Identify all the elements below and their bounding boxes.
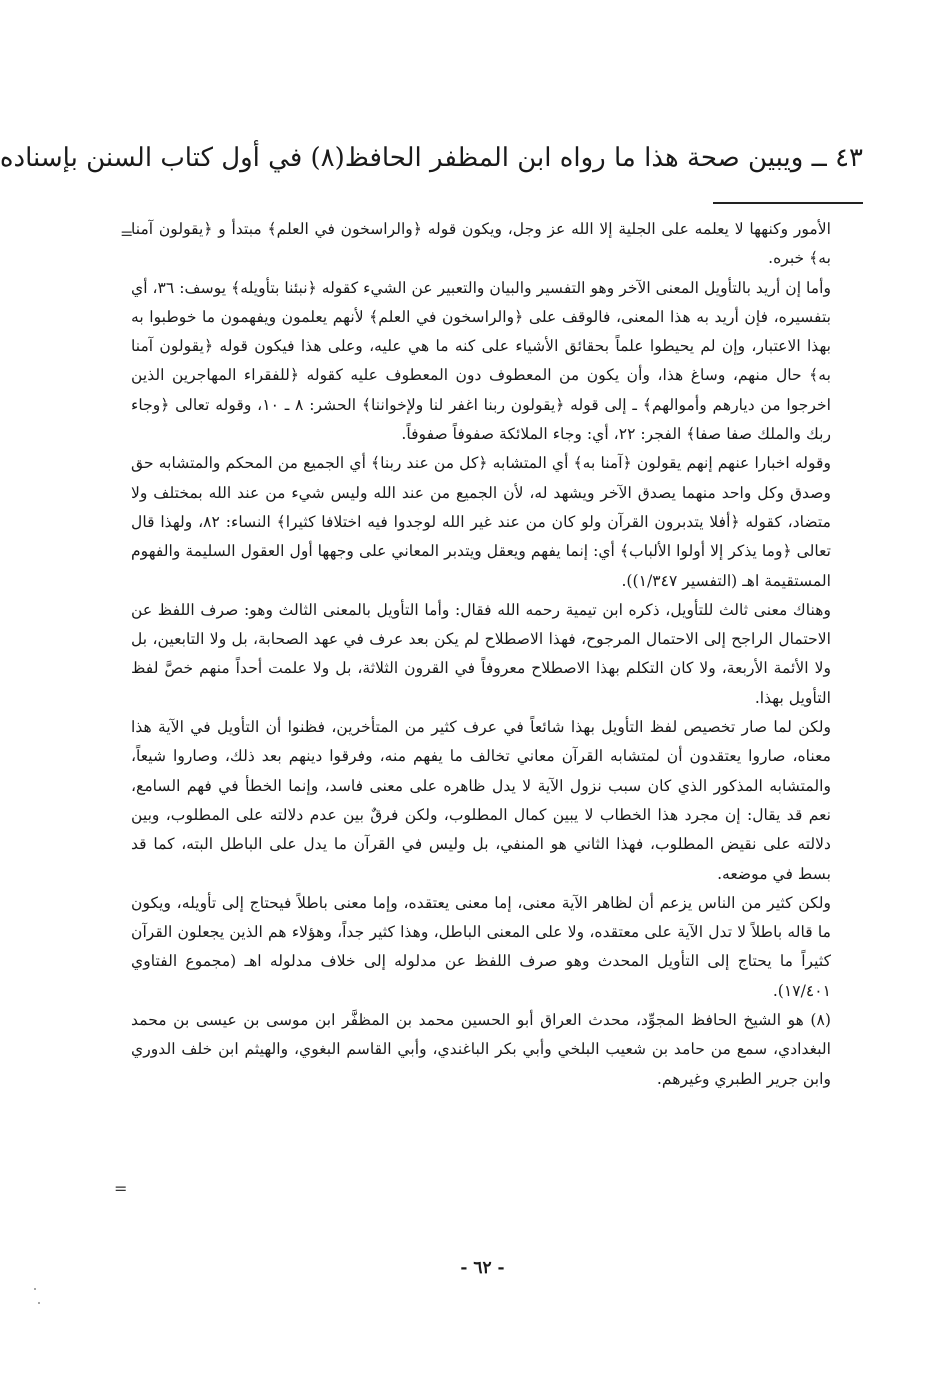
page-number: - ٦٢ - xyxy=(460,1258,505,1278)
footnotes-block xyxy=(131,215,831,1094)
footnote-8 xyxy=(131,1006,831,1094)
note-paragraph-1: الأمور وكنهها لا يعلمه على الجلية إلا الله عز وجل، ويكون قوله ﴿والراسخون في العلم﴾ مبتدأ و ﴿يقولون آمنا به﴾ خبره. xyxy=(131,220,831,268)
entry-heading: ٤٣ ــ ويبين صحة هذا ما رواه ابن المظفر الحافظ(٨) في أول كتاب السنن بإسناده xyxy=(0,143,863,173)
scan-speck xyxy=(38,1302,40,1304)
continuation-mark-top: = xyxy=(120,224,134,243)
note-paragraph-2: وأما إن أريد بالتأويل المعنى الآخر وهو التفسير والبيان والتعبير عن الشيء كقوله ﴿نبئنا بتأويله﴾ يوسف: ٣٦، أي بتفسيره، فإن أريد به هذا المعنى، فالوقف على ﴿والراسخون في العلم﴾ لأنهم يعلمون ويفهمون ما خوطبوا به بهذا الاعتبار، وإن لم يحيطوا علماً بحقائق الأشياء على كنه ما هي عليه، وعلى هذا فيكون قوله ﴿يقولون آمنا به﴾ حال منهم، وساغ هذا، وأن يكون من المعطوف دون المعطوف عليه كقوله ﴿للفقراء المهاجرين الذين اخرجوا من ديارهم وأموالهم﴾ ـ إلى قوله ﴿يقولون ربنا اغفر لنا ولإخواننا﴾ الحشر: ٨ ـ ١٠، وقوله تعالى ﴿وجاء ربك والملك صفا صفا﴾ الفجر: ٢٢، أي: وجاء الملائكة صفوفاً صفوفاً. xyxy=(131,278,832,444)
scan-speck xyxy=(34,1288,36,1290)
note-paragraph-6: ولكن كثير من الناس يزعم أن لظاهر الآية معنى، إما معنى يعتقده، وإما معنى باطلاً فيحتاج إلى تأويله، ويكون ما قاله باطلاً لا تدل الآية على معتقده، ولا على المعنى الباطل، وهذا كثير جداً، وهؤلاء هم الذين يجعلون القرآن كثيراً ما يحتاج إلى التأويل المحدث وهو صرف اللفظ عن مدلوله إلى خلاف مدلوله اهـ (مجموع الفتاوي ١٧/٤٠١). xyxy=(131,893,831,1000)
note-paragraph-5: ولكن لما صار تخصيص لفظ التأويل بهذا شائعاً في عرف كثير من المتأخرين، فظنوا أن التأويل في الآية هذا معناه، صاروا يعتقدون أن لمتشابه القرآن معاني تخالف ما يفهم منه، وفرقوا دينهم بعد ذلك، وصاروا شيعاً، والمتشابه المذكور الذي كان سبب نزول الآية لا يدل ظاهره على معنى فاسد، وإنما الخطأ في فهم السامع، نعم قد يقال: إن مجرد هذا الخطاب لا يبين كمال المطلوب، ولكن فرقٌ بين عدم دلالته على المطلوب، وبين دلالته على نقيض المطلوب، فهذا الثاني هو المنفي، بل وليس في القرآن ما يدل على الباطل البته، كما قد بسط في موضعه. xyxy=(131,718,831,883)
note-paragraph-4: وهناك معنى ثالث للتأويل، ذكره ابن تيمية رحمه الله فقال: وأما التأويل بالمعنى الثالث وهو: صرف اللفظ عن الاحتمال الراجح إلى الاحتمال المرجوح، فهذا الاصطلاح لم يكن بعد عرف في عهد الصحابة، بل ولا التابعين، بل ولا الأئمة الأربعة، ولا كان التكلم بهذا الاصطلاح معروفاً في القرون الثلاثة، بل ولا علمت أحداً منهم خصَّ لفظ التأويل بهذا. xyxy=(131,600,831,707)
note-paragraph-3: وقوله اخبارا عنهم إنهم يقولون ﴿آمنا به﴾ أي المتشابه ﴿كل من عند ربنا﴾ أي الجميع من المحكم والمتشابه حق وصدق وكل واحد منهما يصدق الآخر ويشهد له، لأن الجميع من عند الله وليس شيء من عند الله بمختلف ولا متضاد، كقوله ﴿أفلا يتدبرون القرآن ولو كان من عند غير الله لوجدوا فيه اختلافا كثيرا﴾ النساء: ٨٢، ولهذا قال تعالى ﴿وما يذكر إلا أولوا الألباب﴾ أي: إنما يفهم ويعقل ويتدبر المعاني على وجهها أول العقول السليمة والفهوم المستقيمة اهـ (التفسير ١/٣٤٧)). xyxy=(131,454,831,590)
continuation-mark-bottom: = xyxy=(114,1179,128,1198)
footnote-separator xyxy=(713,202,863,204)
footnote-8-number: (٨) xyxy=(810,1011,831,1030)
footnote-8-text: هو الشيخ الحافظ المجوِّد، محدث العراق أبو الحسين محمد بن المظفَّر ابن موسى بن عيسى بن محمد البغدادي، سمع من حامد بن شعيب البلخي وأبي بكر الباغندي، وأبي القاسم البغوي، والهيثم ابن خلف الدوري وابن جرير الطبري وغيرهم. xyxy=(131,1011,831,1088)
